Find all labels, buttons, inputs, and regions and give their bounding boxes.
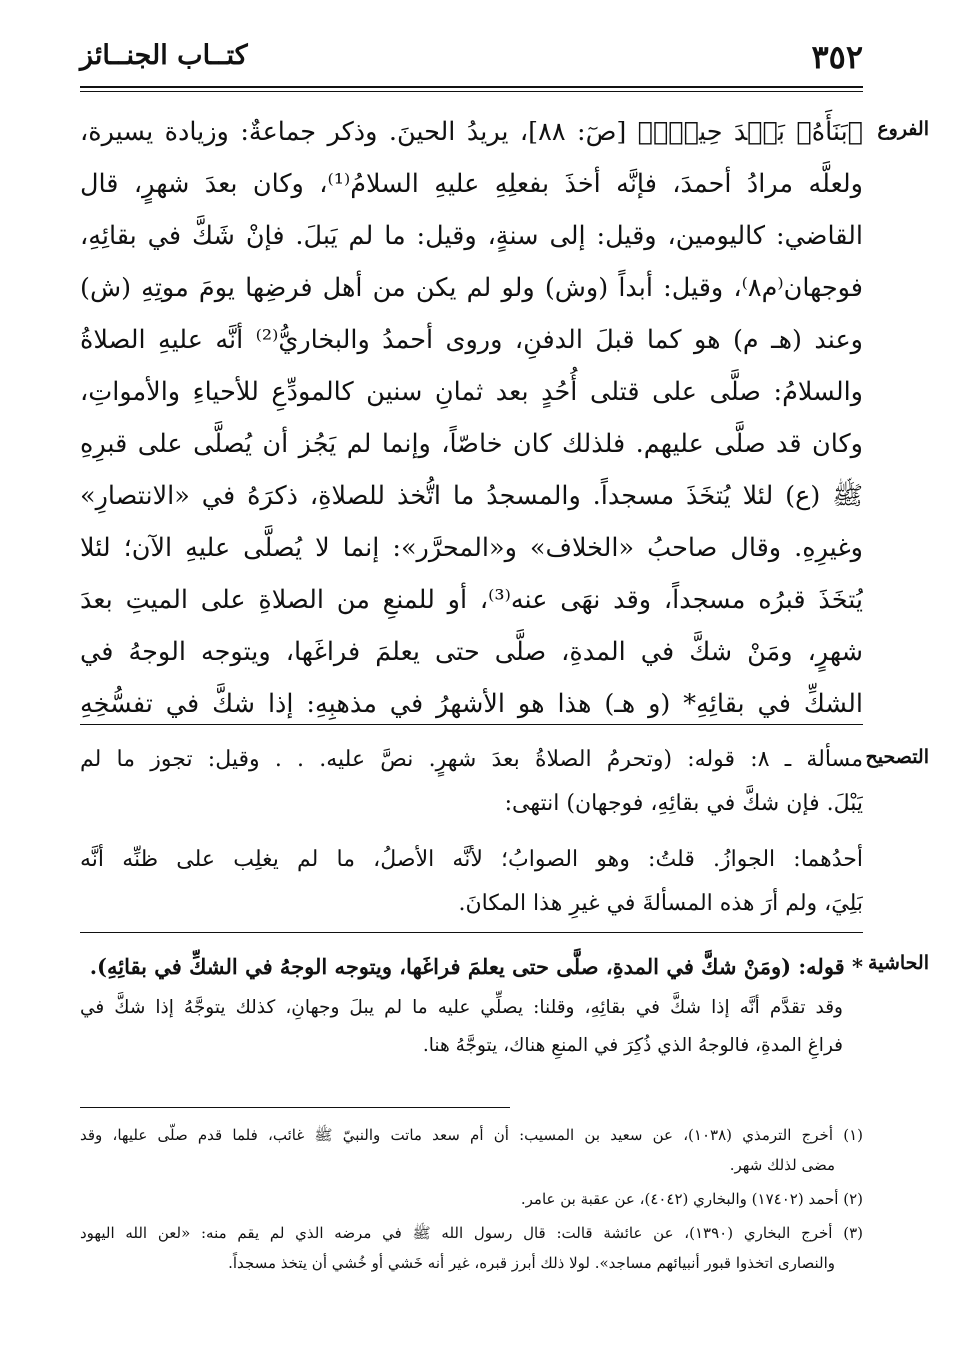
hashiya-line: فراغِ المدةِ، فالوجهُ الذي ذُكِرَ في المنعِ هناك، يتوجَّهُ هنا. bbox=[422, 1035, 843, 1056]
footnote-rule bbox=[80, 1107, 510, 1108]
footnote-line: مضى لذلك شهر. bbox=[729, 1156, 835, 1174]
section-divider bbox=[80, 724, 863, 725]
main-text bbox=[80, 106, 863, 730]
main-line: وغيرِهِ. وقال صاحبُ «الخلاف» و«المحرَّر»: إنما لا يُصلَّى عليهِ الآن؛ لئلا bbox=[80, 533, 863, 563]
main-line: وكان قد صلَّى عليهم. فلذلك كان خاصّاً، وإنما لم يَجُز أن يُصلَّى على قبرِهِ bbox=[80, 429, 863, 459]
section-label-hashiya: الحاشية bbox=[868, 952, 929, 974]
footnote-line: (٣) أخرج البخاري (١٣٩٠)، عن عائشة قالت: قال رسول الله ﷺ في مرضه الذي لم يقم منه: «لعن الله اليهود bbox=[80, 1224, 863, 1242]
section-label-tashih: التصحيح bbox=[865, 746, 929, 768]
tashih-text bbox=[80, 738, 863, 926]
footnotes bbox=[80, 1120, 863, 1278]
hashiya-line: وقد تقدَّم أنَّه إذا شكَّ في بقائِهِ، وقلنا: يصلِّي عليه ما لم يبلَ وجهانِ، كذلك يتوجَّهُ إذا شكَّ في bbox=[80, 997, 843, 1018]
main-line: شهرٍ، ومَنْ شكَّ في المدةِ، صلَّى حتى يعلمَ فراغَها، ويتوجه الوجهُ في bbox=[80, 637, 863, 667]
main-line: فوجهان⁽م٨⁾، وقيل: أبداً (وش) ولو لم يكن من أهل فرضِها يومَ موتِهِ (ش) bbox=[80, 273, 863, 303]
section-divider bbox=[80, 932, 863, 933]
page-header bbox=[80, 36, 863, 84]
hashiya-text bbox=[80, 945, 863, 1065]
main-line: ﷺ (ع) لئلا يُتخَذَ مسجداً. والمسجدُ ما اتُّخذ للصلاةِ، ذكرَهُ في «الانتصارِ» bbox=[80, 481, 863, 511]
tashih-line: يَبْلَ. فإن شكَّ في بقائِهِ، فوجهان) انتهى: bbox=[504, 791, 863, 816]
main-line: ولعلَّه مرادُ أحمدَ، فإنَّه أخذَ بفعلِهِ عليهِ السلامُ⁽¹⁾، وكان بعدَ شهرٍ، قال bbox=[80, 169, 863, 199]
header-rule bbox=[80, 86, 863, 88]
main-line: والسلامُ: صلَّى على قتلى أُحُدٍ بعد ثمانِ سنين كالمودِّعِ للأحياءِ والأمواتِ، bbox=[80, 377, 863, 407]
tashih-line: أحدُهما: الجوازُ. قلتُ: وهو الصوابُ؛ لأنَّه الأصلُ، ما لم يغلِب على ظنِّه أنَّه bbox=[80, 847, 863, 872]
footnote-line: والنصارى اتخذوا قبور أنبيائهم مساجد». لولا ذلك أبرز قبره، غير أنه خَشي أو خُشي أن يتخذ مسجداً. bbox=[228, 1254, 835, 1272]
main-line: يُتخَذَ قبرُه مسجداً، وقد نهَى عنه⁽³⁾، أو للمنعِ من الصلاةِ على الميتِ بعدَ bbox=[80, 585, 863, 615]
footnote-line: (١) أخرج الترمذي (١٠٣٨)، عن سعيد بن المسيب: أن أم سعد ماتت والنبيّ ﷺ غائب، فلما قدم صلّى عليها، وقد bbox=[80, 1126, 863, 1144]
header-rule-thin bbox=[80, 91, 863, 92]
tashih-line: بَلِيَ، ولم أرَ هذه المسألةَ في غيرِ هذا المكانَ. bbox=[458, 891, 863, 916]
running-title: كتــاب الجنــائز bbox=[80, 40, 248, 71]
main-line: الشكِّ في بقائِهِ* (و هـ) هذا هو الأشهرُ في مذهبِهِ: إذا شكَّ في تفسُّخِهِ bbox=[80, 689, 863, 719]
footnote-line: (٢) أحمد (١٧٤٠٢) والبخاري (٤٠٤٢)، عن عقبة بن عامر. bbox=[520, 1190, 863, 1208]
main-line: وعند (هـ م) هو كما قبلَ الدفنِ، وروى أحمدُ والبخاريُّ⁽²⁾ أنَّه عليهِ الصلاةُ bbox=[80, 325, 863, 355]
hashiya-heading: * قوله: (ومَنْ شكَّ في المدةِ، صلَّى حتى يعلمَ فراغَها، ويتوجه الوجهُ في الشكِّ في بقائِهِ). bbox=[89, 954, 863, 979]
page-number: ٣٥٢ bbox=[811, 38, 863, 76]
section-label-furu: الفروع bbox=[877, 118, 929, 140]
tashih-line: مسألة ـ ٨: قوله: (وتحرمُ الصلاةُ بعدَ شهرٍ. نصَّ عليه. . . وقيل: تجوز ما لم bbox=[80, 747, 863, 772]
spacer bbox=[80, 826, 863, 838]
main-line: القاضي: كاليومين، وقيل: إلى سنةٍ، وقيل: ما لم يَبلَ. فإنْ شَكَّ في بقائِهِ، bbox=[80, 221, 863, 251]
main-line: ﴿بَنَأَهُۥ بَعۡدَ حِينِۢ﴾ [صٓ: ٨٨]، يريدُ الحينَ. وذكر جماعةٌ: وزيادة يسيرة، bbox=[80, 117, 863, 147]
